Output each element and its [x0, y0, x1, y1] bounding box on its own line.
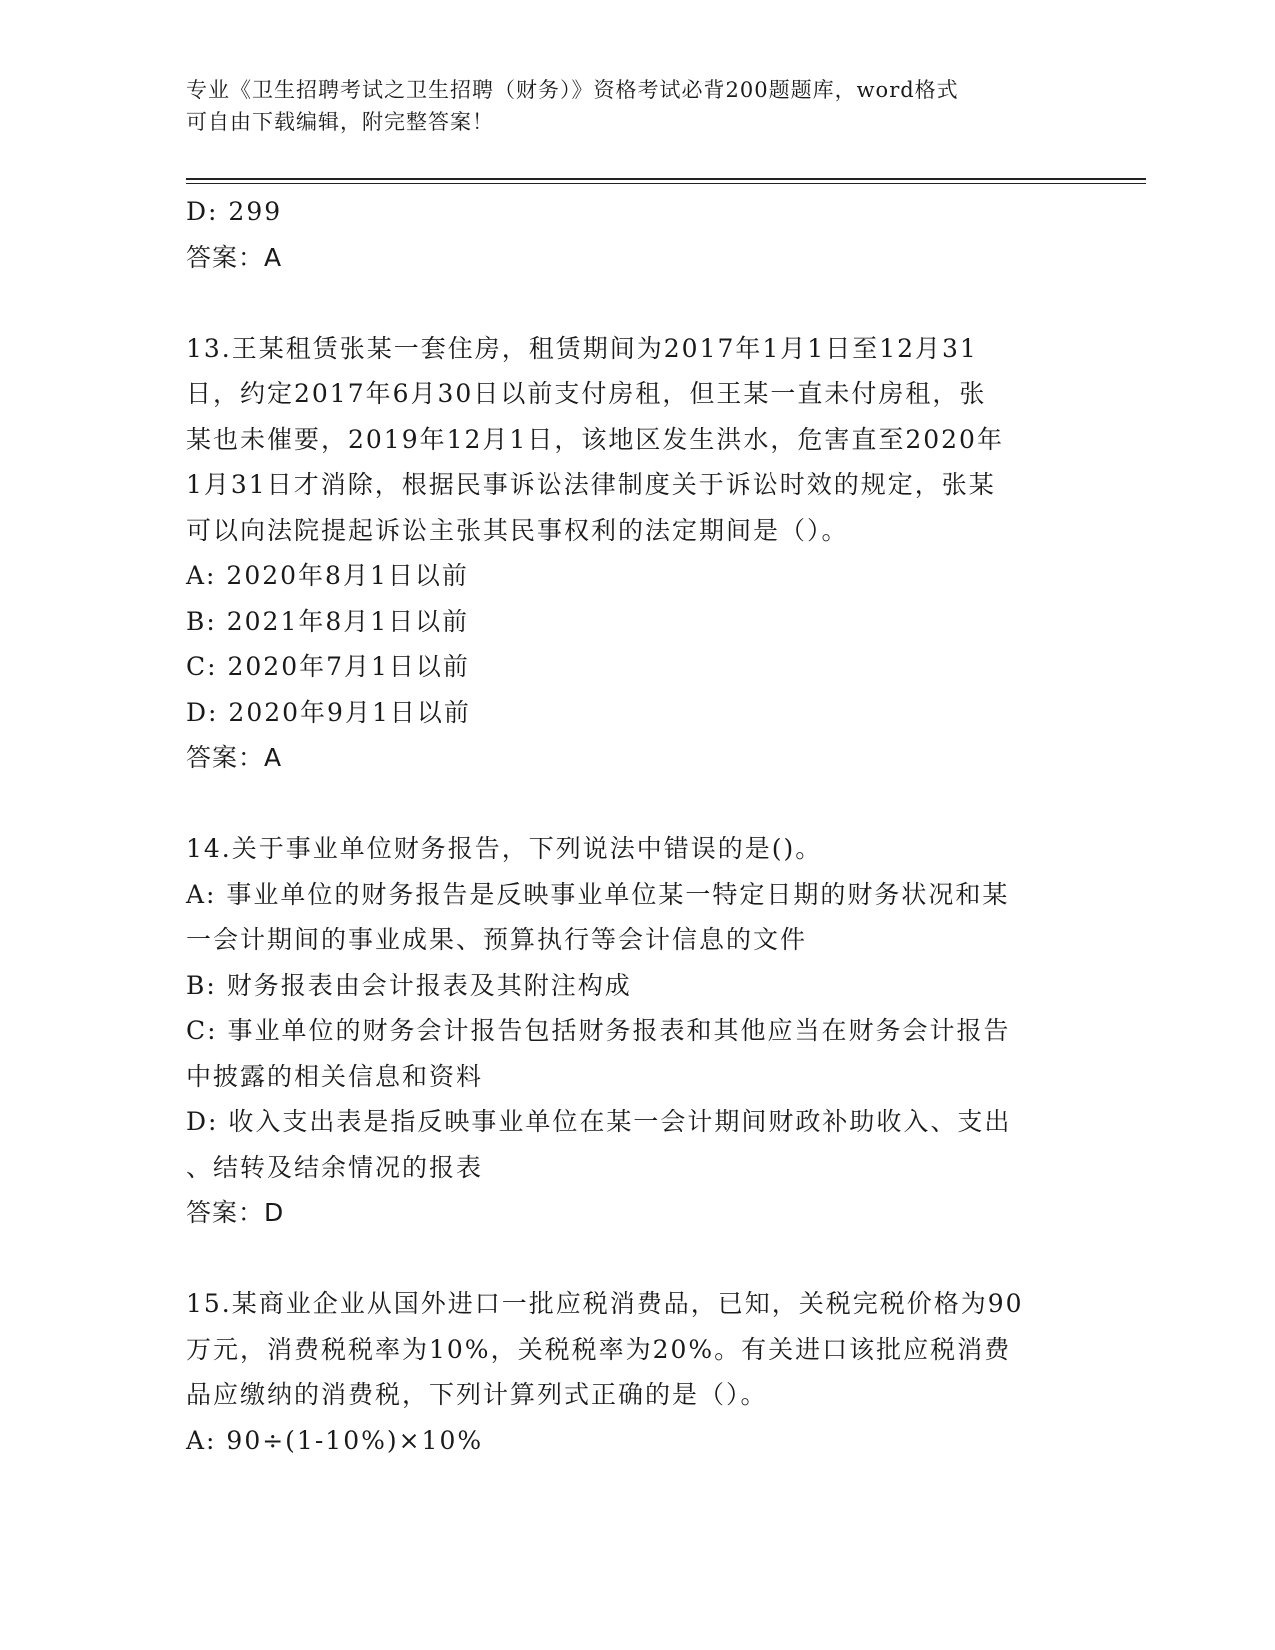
spacer	[186, 280, 1086, 326]
question-14	[186, 826, 1086, 1236]
question-14-option-a-cont: 一会计期间的事业成果、预算执行等会计信息的文件	[186, 925, 808, 954]
question-14-option-a: A: 事业单位的财务报告是反映事业单位某一特定日期的财务状况和某	[186, 879, 1010, 909]
question-13-option-c: C: 2020年7月1日以前	[186, 652, 470, 681]
spacer	[186, 1236, 1086, 1282]
prev-option-d: D: 299	[186, 197, 283, 226]
header-rule-thin	[186, 183, 1146, 184]
question-13-stem-line: 可以向法院提起诉讼主张其民事权利的法定期间是（）。	[186, 515, 849, 545]
question-13-answer: 答案：A	[186, 743, 283, 772]
question-13-stem-line: 1月31日才消除，根据民事诉讼法律制度关于诉讼时效的规定，张某	[186, 470, 996, 499]
question-15-stem-line: 万元，消费税税率为10%，关税税率为20%。有关进口该批应税消费	[186, 1334, 1012, 1364]
question-13-stem-line: 某也未催要，2019年12月1日，该地区发生洪水，危害直至2020年	[186, 424, 1004, 454]
question-14-stem: 14.关于事业单位财务报告，下列说法中错误的是()。	[186, 834, 823, 863]
question-13	[186, 326, 1086, 781]
question-13-stem-line: 13.王某租赁张某一套住房，租赁期间为2017年1月1日至12月31	[186, 333, 978, 363]
question-15	[186, 1281, 1086, 1463]
question-14-option-c-cont: 中披露的相关信息和资料	[186, 1061, 484, 1091]
question-15-stem-line: 15.某商业企业从国外进口一批应税消费品，已知，关税完税价格为90	[186, 1289, 1024, 1318]
question-13-option-a: A: 2020年8月1日以前	[186, 561, 469, 590]
header-line-2: 可自由下载编辑，附完整答案！	[186, 110, 494, 134]
header-line-1: 专业《卫生招聘考试之卫生招聘（财务）》资格考试必背200题题库，word格式	[186, 78, 959, 102]
question-14-option-c: C: 事业单位的财务会计报告包括财务报表和其他应当在财务会计报告	[186, 1016, 1011, 1045]
question-13-stem-line: 日，约定2017年6月30日以前支付房租，但王某一直未付房租，张	[186, 379, 987, 408]
document-header	[186, 74, 1086, 138]
document-body	[186, 189, 1086, 1463]
header-rule-thick	[186, 178, 1146, 180]
question-14-option-d: D: 收入支出表是指反映事业单位在某一会计期间财政补助收入、支出	[186, 1107, 1012, 1136]
question-14-option-b: B: 财务报表由会计报表及其附注构成	[186, 970, 632, 1000]
question-15-option-a: A: 90÷(1-10%)×10%	[186, 1425, 484, 1455]
prev-answer: 答案：A	[186, 242, 283, 272]
question-13-option-d: D: 2020年9月1日以前	[186, 697, 471, 727]
question-15-stem-line: 品应缴纳的消费税，下列计算列式正确的是（）。	[186, 1380, 768, 1409]
question-13-option-b: B: 2021年8月1日以前	[186, 606, 470, 636]
question-14-option-d-cont: 、结转及结余情况的报表	[186, 1152, 484, 1182]
spacer	[186, 781, 1086, 827]
question-14-answer: 答案：D	[186, 1198, 285, 1227]
